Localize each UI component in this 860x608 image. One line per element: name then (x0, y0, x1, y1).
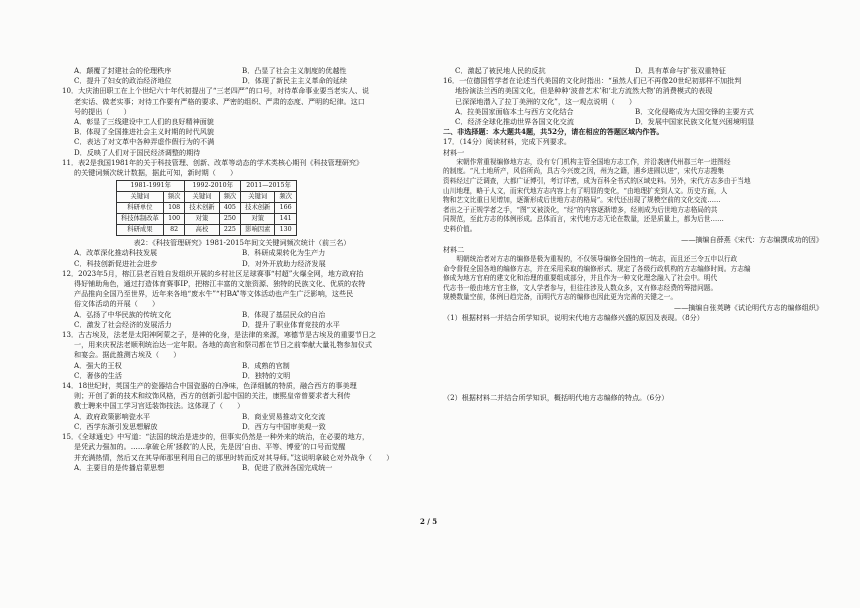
material1-line: 同规范，至此方志的体例形成。总体而言，宋代地方志无论在数量，还是质量上，都为后世…… (443, 215, 724, 224)
q16-option-d: D．发展中国家民族文化复兴困境明显 (635, 117, 755, 127)
q14-stem-line2: 则；开创了新的技术和纹饰风格，西方的创新引起中国的关注，康熙皇帝曾要求者大利传 (74, 391, 351, 401)
q15-stem-line1: 15．《全球通史》中写道：“法国的统治是进步的，但事实仍然是一种外来的统治，在必要的地方， (62, 432, 370, 442)
column-header: 关键词 (241, 192, 275, 203)
answer-space[interactable] (443, 323, 823, 333)
table-cell: 技术创新 (185, 203, 219, 214)
q11-options-row2 (62, 259, 422, 269)
material1-line: 史料价值。 (443, 224, 477, 233)
material2-line: 代志书一般由地方官主修，文人学者参与，但往往涉及人数众多，又有修志经费的筹措问题。 (443, 283, 718, 292)
material2-line: 明朝统治者对方志的编修是极为重视的，不仅领导编修全国性的一统志，而且还三令五申以行政 (443, 254, 738, 263)
table-cell: 技术创新 (241, 203, 275, 214)
page-number: 2 / 5 (420, 517, 438, 526)
answer-space[interactable] (443, 353, 823, 363)
q15-stem-line3: 并充满热情，然后又在其导师那里利用自己的那里时转而反对其导师。”这说明拿破仑对外战争（ ） (74, 452, 394, 462)
q15-stem-line2: 是凭武力强加的。……拿破仑所‘拯救’的人民，先是因‘自由、平等、博爱’的口号而觉醒 (74, 442, 346, 452)
material1-line: 资料经过广泛调查，大都广证博引，考订详密，成为百科全书式的区域史料。另外，宋代方志多由于当地 (443, 177, 751, 186)
q12-option-d: D．提升了职业体育竞技的水平 (242, 319, 340, 329)
q15-option-d: D．具有革命与扩张双重特征 (635, 66, 726, 75)
material1-line: 宋朝作常重视编修地方志，设有专门机构主管全国地方志工作，并沿袭唐代州郡三年一进图经 (443, 157, 731, 166)
material1-line: 物和艺文比重日见增加，逐渐形成后世地方志的格局”。宋代还出现了规模空前的文化交流…… (443, 196, 721, 205)
q15-option-c: C．激起了被民地人民的反抗 (455, 66, 546, 75)
table-cell: 影响因素 (241, 225, 275, 236)
table-cell: 225 (219, 225, 241, 236)
material2-label: 材料二 (443, 244, 465, 254)
q17-subquestion-2: （2）根据材料二并结合所学知识，概括明代地方志编修的特点。（6分） (443, 393, 669, 403)
q14-options-row2 (62, 422, 422, 432)
q12-option-c: C．激发了社会经济的发展活力 (74, 319, 172, 329)
q13-option-d: D．独特的文明 (242, 370, 291, 380)
q14-stem-line1: 14．18世纪时，英国生产的瓷器结合中国瓷器的白净味，色泽细腻的特质，融合西方的事美理 (62, 381, 357, 391)
table-row (117, 214, 297, 225)
q11-options-row1 (62, 248, 422, 258)
column-header: 关键词 (185, 192, 219, 203)
q14-option-a: A．政府政策影响瓷水平 (74, 411, 151, 421)
q12-option-b: B．体现了基层民众的自治 (242, 309, 326, 319)
q17-subquestion-1: （1）根据材料一并结合所学知识，说明宋代地方志编修兴盛的原因及表现。（8分） (443, 313, 704, 323)
q14-option-c: C．西学东渐引发思想解放 (74, 421, 158, 431)
right-column (443, 66, 823, 404)
left-column (62, 66, 422, 473)
column-header: 关键词 (117, 192, 164, 203)
table-row (117, 225, 297, 236)
q12-options-row1 (62, 310, 422, 320)
table-cell: 108 (163, 203, 185, 214)
q10-stem-line2: 老实话、做老实事；对待工作要有严格的要求、严密的组织、严肃的态度、严明的纪律。这口 (74, 96, 365, 106)
q16-option-c: C．经济全球化推动世界各国文化交流 (455, 117, 574, 127)
q12-stem-line2: 得好铺助角色，通过打造体育赛事IP，把榕江丰富的文旅资源、独特的民族文化、优质的农特 (74, 279, 366, 289)
q15-option-b: B．促进了欧洲各国完成统一 (242, 462, 333, 472)
section-heading: 二、非选择题：本大题共4题，共52分，请在相应的答题区域内作答。 (443, 127, 664, 137)
answer-space[interactable] (443, 343, 823, 353)
material1-line: 的制度。“凡土地所产，风俗所尚，具古今兴废之因，州为之籍，遇乡进圆以进”，宋代方志搜集 (443, 167, 725, 176)
q12-stem-line1: 12．2023年5月，榕江县老百姓自发组织开展的乡村社区足球赛事“村超”火爆全网，地方政府抬 (62, 268, 364, 278)
table-caption: 表2：《科技管理研究》1981-2015年间文关键词频次统计（前三名） (133, 238, 351, 248)
q15-options-row1 (62, 463, 422, 473)
q9-option-b: B．凸显了社会主义制度的优越性 (242, 66, 347, 75)
table-cell: 高校 (185, 225, 219, 236)
q15-option-a: A．主要目的是传播启蒙思想 (74, 462, 165, 472)
q11-stem-line2: 的关键词频次统计数据，据此可知，新时期（ ） (74, 168, 238, 178)
q16-option-a: A．拉美国家面临本土与西方文化结合 (455, 106, 574, 116)
q10-stem-line3: 号的提出（ ） (74, 106, 131, 116)
q16-stem-line3: 已深深地潜入了拉丁美洲的文化”，这一观点说明（ ） (455, 96, 636, 106)
q9-option-c: C．提升了妇女的政治经济地位 (74, 76, 172, 86)
table-cell: 科研单位 (117, 203, 164, 214)
q16-options-row2 (443, 117, 823, 127)
material1-line: 山川地理，略于人文，而宋代地方志内容上有了明显的变化，“由地理扩充到人文。历史方面，人 (443, 186, 728, 195)
answer-space[interactable] (443, 373, 823, 383)
material1-label: 材料一 (443, 147, 465, 157)
material2-line: 规模数量空前，体例日趋完备，而明代方志的编修也因此更为完善的关键之一。 (443, 293, 678, 302)
q11-option-c: C．科技创新促进社会进步 (74, 258, 158, 268)
table-cell: 82 (163, 225, 185, 236)
column-header: 频次 (219, 192, 241, 203)
table-cell: 对策 (241, 214, 275, 225)
q10-stem-line1: 10．大庆油田职工在上个世纪六十年代初提出了“三老四严”的口号，对待革命事业要当老实人、说 (62, 86, 370, 96)
q16-stem-line1: 16．一位德国哲学者在论述当代美国的文化时指出：“虽然人们已不再像20世纪初那样不加批判 (443, 76, 742, 86)
column-header: 频次 (163, 192, 185, 203)
period-header: 1992-2010年 (185, 181, 241, 192)
answer-space[interactable] (443, 383, 823, 393)
q16-option-b: B．文化侵略成为大国交锋的主要方式 (635, 106, 754, 116)
q13-option-c: C．奢侈的生活 (74, 370, 122, 380)
period-header: 2011—2015年 (241, 181, 297, 192)
material1-line: 者出之于正规学者之手，“图”又被淡化，“经”的内容逐渐增多，经则成为后世地方志格局的共 (443, 205, 718, 214)
material1-source: ——摘编自薛燕《宋代：方志编撰成功的因》 (681, 234, 823, 244)
q16-stem-line2: 地扮演法兰西的美国文化，但是种种‘波普艺术’和‘北方流然大物’的消费模式的表现 (455, 86, 713, 96)
table-cell: 130 (275, 225, 297, 236)
q12-stem-line3: 产品推向全国乃至世界，近年来各地“废水牛”“村BA”等文体活动也产生广泛影响，这些民 (74, 289, 354, 299)
q11-option-d: D．对外开放助力经济发展 (242, 258, 326, 268)
table-cell: 对策 (185, 214, 219, 225)
q13-stem-line3: 和宴会。据此推测古埃及（ ） (74, 350, 181, 360)
q9-option-d: D．体现了新民主主义革命的延续 (242, 76, 347, 86)
q13-options-row1 (62, 361, 422, 371)
q13-option-a: A．强大的王权 (74, 360, 122, 370)
q11-stem-line1: 11．表2是我国1981年的关于科技管理、创新、改革等动态的学术类核心期刊《科技管理研究》 (62, 157, 364, 167)
material2-line: 修成为地方官府的建文化和治理的重要组成部分，并且作为一种文化理念融入了社会中。明代 (443, 274, 718, 283)
table-cell: 科研成果 (117, 225, 164, 236)
table-row (117, 203, 297, 214)
q11-option-a: A．改革深化推动科技发展 (74, 248, 158, 258)
q11-option-b: B．科研成果转化为生产力 (242, 248, 326, 258)
q10-option-a: A．彰显了三线建设中工人们的良好精神面貌 (74, 117, 214, 127)
q9-options-row2 (62, 76, 422, 86)
q12-option-a: A．弘扬了中华民族的传统文化 (74, 309, 172, 319)
q13-options-row2 (62, 371, 422, 381)
q17-title: 17．（14分）阅读材料，完成下列要求。 (443, 137, 572, 147)
table-cell: 405 (219, 203, 241, 214)
table-cell: 166 (275, 203, 297, 214)
q12-options-row2 (62, 320, 422, 330)
table-cell: 250 (219, 214, 241, 225)
q14-stem-line3: 教士聘来中国工学习宫廷装饰技法。这体现了（ ） (74, 401, 245, 411)
q13-stem-line1: 13．古古埃及，法老是太阳神阿蒙之子，是神的化身，是法律的来源，寒德节是古埃及的重要节日之 (62, 330, 377, 340)
q10-option-d: D．反映了人们对于国民经济调整的期待 (74, 147, 201, 157)
keyword-frequency-table (116, 180, 297, 236)
q16-options-row1 (443, 107, 823, 117)
q13-stem-line2: 一，用来庆祝法老顺利统治达一定年限。各地的高官和祭司都在节日之前奉献大量礼物参加仪式 (74, 340, 372, 350)
q12-stem-line4: 俗文体活动的开展（ ） (74, 299, 160, 309)
q13-option-b: B．成熟的官制 (242, 360, 290, 370)
q14-option-d: D．西方与中国审美观一致 (242, 421, 326, 431)
answer-space[interactable] (443, 333, 823, 343)
q9-option-a: A．颠覆了封建社会的伦理秩序 (74, 66, 172, 75)
table-cell: 141 (275, 214, 297, 225)
q9-options-row1 (62, 66, 422, 76)
answer-space[interactable] (443, 363, 823, 373)
column-header: 频次 (275, 192, 297, 203)
material2-source: ——摘编自张英聘《试论明代方志的编修组织》 (674, 302, 823, 312)
q14-options-row1 (62, 412, 422, 422)
material2-line: 命令督促全国各地的编修方志，并在采用采取的编修形式、规定了各级行政机构的方志编修时间。方志编 (443, 264, 751, 273)
q10-option-c: C．表达了对文革中各种弄虚作假行为的不满 (74, 137, 215, 147)
q15-options-row2 (443, 66, 823, 76)
period-header: 1981-1991年 (117, 181, 185, 192)
q10-option-b: B．体现了全国推进社会主义时期的时代风貌 (74, 127, 214, 137)
q14-option-b: B．商业贸易推动文化交流 (242, 411, 326, 421)
table-cell: 100 (163, 214, 185, 225)
table-cell: 科技体制改革 (117, 214, 164, 225)
